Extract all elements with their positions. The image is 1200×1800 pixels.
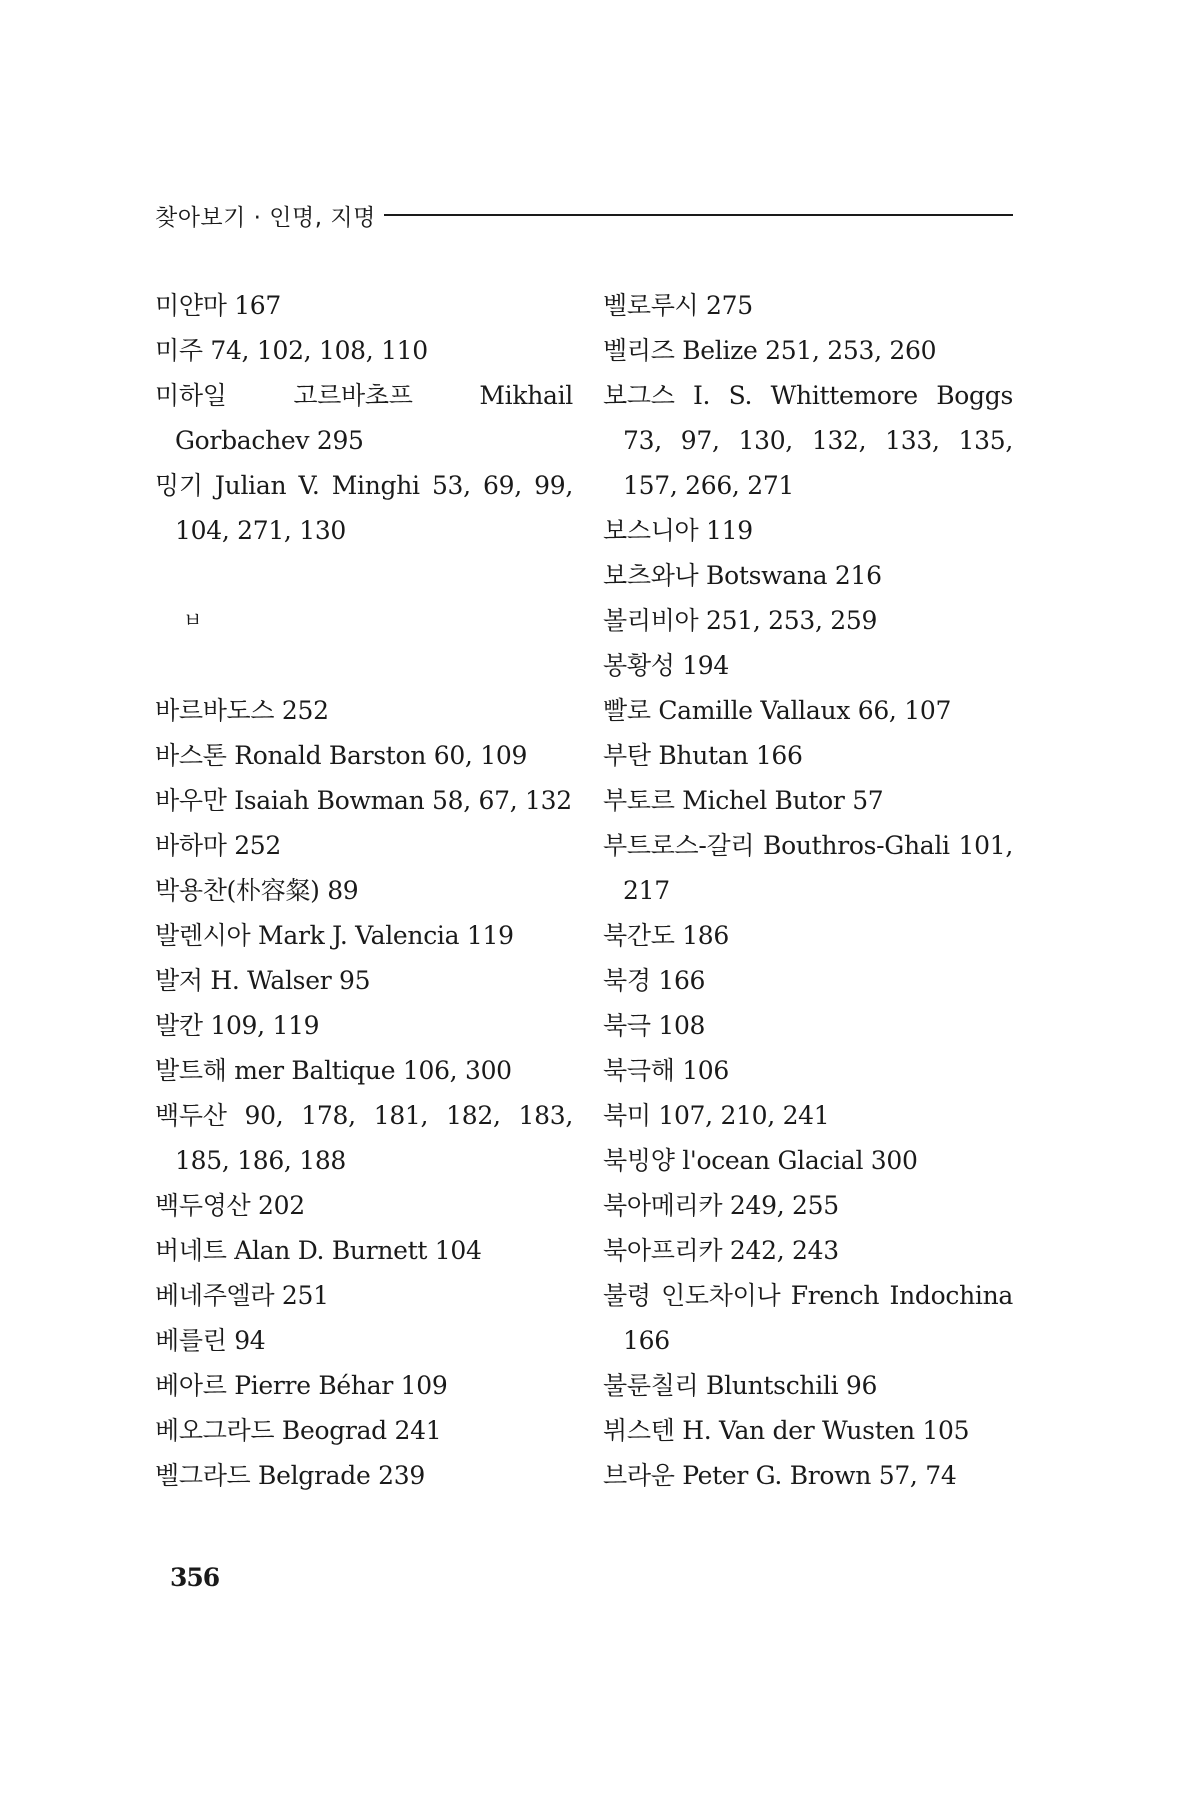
index-entry: 버네트 Alan D. Burnett 104 <box>155 1236 482 1265</box>
index-entry: 미주 74, 102, 108, 110 <box>155 336 428 365</box>
section-gap <box>155 553 573 598</box>
page-number: 356 <box>170 1563 220 1592</box>
index-entry: 백두산 90, 178, 181, 182, 183, 185, 186, 188 <box>155 1101 573 1175</box>
index-entry: 부탄 Bhutan 166 <box>603 741 803 770</box>
index-entry: 미얀마 167 <box>155 291 282 320</box>
index-entry: 발칸 109, 119 <box>155 1011 320 1040</box>
index-entry: 벨그라드 Belgrade 239 <box>155 1461 425 1490</box>
index-entry: 벨리즈 Belize 251, 253, 260 <box>603 336 937 365</box>
index-entry: 북빙양 l'ocean Glacial 300 <box>603 1146 918 1175</box>
index-entry: 브라운 Peter G. Brown 57, 74 <box>603 1461 957 1490</box>
index-entry: 밍기 Julian V. Minghi 53, 69, 99, 104, 271, 130 <box>155 471 573 545</box>
index-entry: 북아메리카 249, 255 <box>603 1191 839 1220</box>
index-entry: 불룬칠리 Bluntschili 96 <box>603 1371 878 1400</box>
index-entry: 발저 H. Walser 95 <box>155 966 371 995</box>
index-entry: 바하마 252 <box>155 831 282 860</box>
index-entry: 보그스 I. S. Whittemore Boggs 73, 97, 130, 132, 133, 135, 157, 266, 271 <box>603 381 1013 500</box>
section-letter: ㅂ <box>183 608 203 632</box>
index-entry: 불령 인도차이나 French Indochina 166 <box>603 1281 1013 1355</box>
index-entry: 백두영산 202 <box>155 1191 305 1220</box>
index-entry: 베를린 94 <box>155 1326 266 1355</box>
index-entry: 북아프리카 242, 243 <box>603 1236 839 1265</box>
index-entry: 북간도 186 <box>603 921 730 950</box>
index-entry: 볼리비아 251, 253, 259 <box>603 606 878 635</box>
index-entry: 바우만 Isaiah Bowman 58, 67, 132 <box>155 786 572 815</box>
header-title: 찾아보기 · 인명, 지명 <box>155 204 376 231</box>
index-entry: 보츠와나 Botswana 216 <box>603 561 882 590</box>
index-entry: 빨로 Camille Vallaux 66, 107 <box>603 696 952 725</box>
index-entry: 베아르 Pierre Béhar 109 <box>155 1371 448 1400</box>
index-entry: 바스톤 Ronald Barston 60, 109 <box>155 741 528 770</box>
running-header <box>155 198 1013 232</box>
right-column <box>603 283 1013 1498</box>
index-entry: 발렌시아 Mark J. Valencia 119 <box>155 921 514 950</box>
index-entry: 베네주엘라 251 <box>155 1281 329 1310</box>
index-entry: 북극해 106 <box>603 1056 730 1085</box>
index-entry: 벨로루시 275 <box>603 291 753 320</box>
index-entry: 보스니아 119 <box>603 516 753 545</box>
index-entry: 박용찬(朴容粲) 89 <box>155 876 359 905</box>
index-entry: 발트해 mer Baltique 106, 300 <box>155 1056 512 1085</box>
index-entry: 베오그라드 Beograd 241 <box>155 1416 442 1445</box>
section-gap <box>155 643 573 688</box>
index-entry: 북경 166 <box>603 966 706 995</box>
index-entry: 바르바도스 252 <box>155 696 329 725</box>
header-rule <box>384 214 1013 216</box>
index-entry: 봉황성 194 <box>603 651 730 680</box>
index-entry: 뷔스텐 H. Van der Wusten 105 <box>603 1416 970 1445</box>
index-entry: 북극 108 <box>603 1011 706 1040</box>
left-column <box>155 283 573 1498</box>
index-entry: 부트로스-갈리 Bouthros-Ghali 101, 217 <box>603 831 1013 905</box>
index-entry: 부토르 Michel Butor 57 <box>603 786 884 815</box>
index-entry: 북미 107, 210, 241 <box>603 1101 830 1130</box>
index-entry: 미하일 고르바초프 Mikhail Gorbachev 295 <box>155 381 573 455</box>
